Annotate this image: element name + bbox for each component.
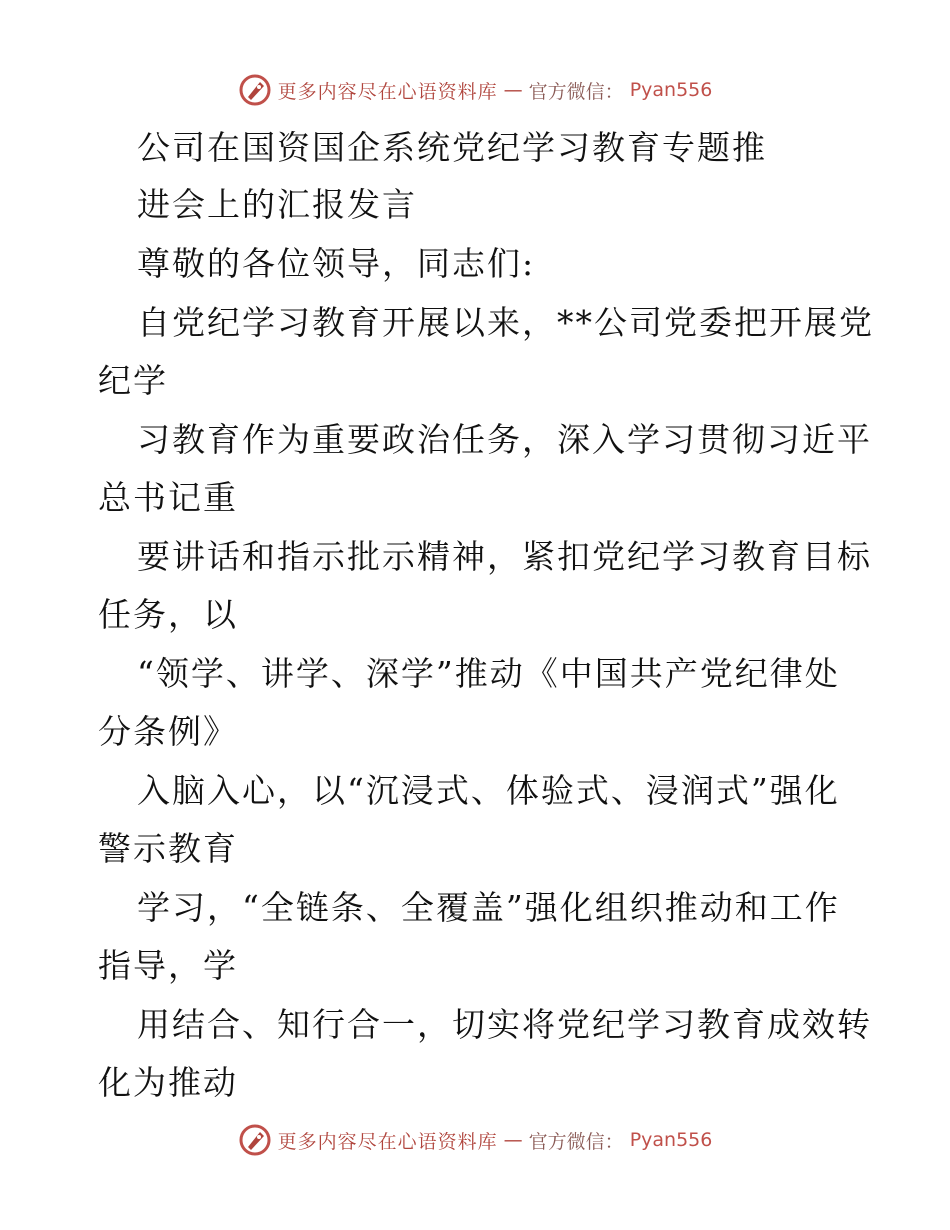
watermark-brand-text: 更多内容尽在心语资料库	[277, 80, 498, 103]
paragraph-line: 任务，以	[98, 595, 238, 634]
paragraph-line: 警示教育	[98, 829, 238, 868]
paragraph-line: “领学、讲学、深学”推动《中国共产党纪律处	[137, 654, 840, 693]
paragraph-line: 自党纪学习教育开展以来，**公司党委把开展党	[137, 303, 874, 342]
paragraph-line: 分条例》	[98, 712, 238, 751]
paragraph-line: 总书记重	[98, 478, 238, 517]
document-title-line-2: 进会上的汇报发言	[137, 185, 417, 224]
paragraph-line: 入脑入心，以“沉浸式、体验式、浸润式”强化	[137, 771, 840, 810]
watermark-separator: —	[503, 79, 523, 101]
pen-nib-logo-icon	[238, 1123, 272, 1157]
watermark-wechat-id: Pyan556	[629, 79, 713, 101]
watermark-brand-text: 更多内容尽在心语资料库	[277, 1130, 498, 1153]
watermark-footer	[0, 1120, 950, 1160]
paragraph-line: 指导，学	[98, 946, 238, 985]
watermark-wechat-label: 官方微信：	[528, 80, 624, 103]
document-title-line-1: 公司在国资国企系统党纪学习教育专题推	[137, 128, 767, 167]
watermark-wechat-id: Pyan556	[629, 1129, 713, 1151]
watermark-separator: —	[503, 1129, 523, 1151]
paragraph-line: 纪学	[98, 361, 168, 400]
paragraph-line: 学习，“全链条、全覆盖”强化组织推动和工作	[137, 888, 840, 927]
salutation-line: 尊敬的各位领导，同志们:	[137, 244, 536, 283]
paragraph-line: 用结合、知行合一，切实将党纪学习教育成效转	[137, 1005, 872, 1044]
paragraph-line: 化为推动	[98, 1063, 238, 1102]
paragraph-line: 习教育作为重要政治任务，深入学习贯彻习近平	[137, 420, 872, 459]
watermark-wechat-label: 官方微信：	[528, 1130, 624, 1153]
paragraph-line: 要讲话和指示批示精神，紧扣党纪学习教育目标	[137, 537, 872, 576]
